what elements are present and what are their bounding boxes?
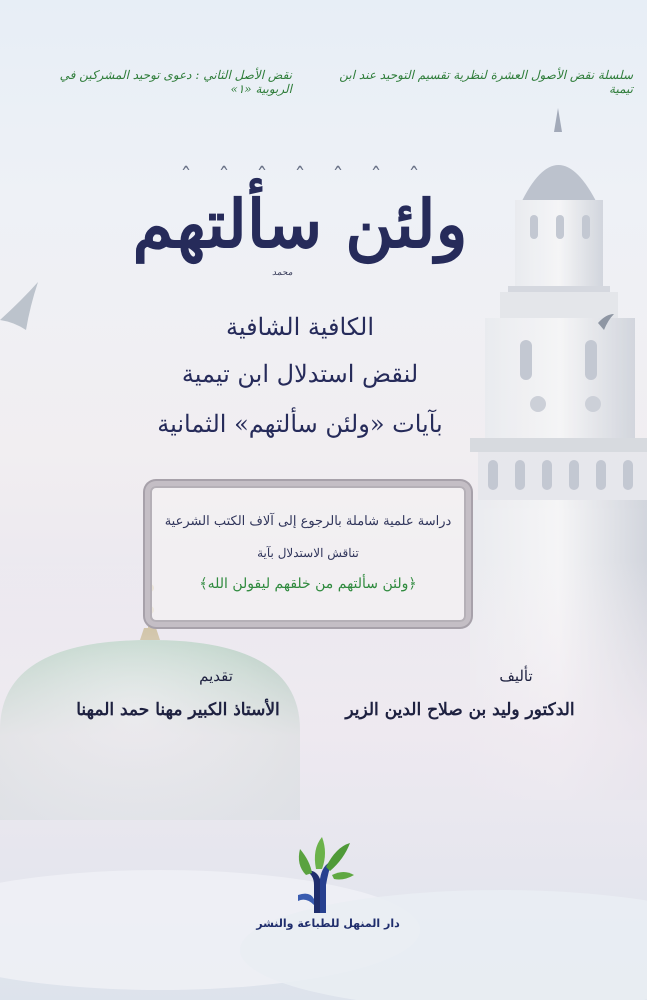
subtitle-line-1: الكافية الشافية [225,313,375,341]
presenter-name: الأستاذ الكبير مهنا حمد المهنا [76,700,280,720]
bird-left [0,282,38,330]
subtitle-line-3: بآيات «ولئن سألتهم» الثمانية [157,410,443,438]
book-title: ولئن سألتهم [132,185,468,263]
description-frame [150,486,466,622]
publisher-name: دار المنهل للطباعة والنشر [256,917,400,930]
author-label: تأليف [499,667,533,685]
subtitle-line-2: لنقض استدلال ابن تيمية [181,360,419,388]
presenter-label: تقديم [199,667,233,685]
series-title: سلسلة نقض الأصول العشرة لنظرية تقسيم التوحيد عند ابن تيمية [339,68,633,96]
description-line-1: دراسة علمية شاملة بالرجوع إلى آلاف الكتب الشرعية [164,514,452,529]
title-ornament: ˆ ˆ ˆ ˆ ˆ ˆ ˆ [180,165,430,190]
publisher-logo-icon [292,835,356,915]
author-name: الدكتور وليد بن صلاح الدين الزير [345,700,575,720]
quranic-verse: ﴿ولئن سألتهم من خلقهم ليقولن الله﴾ [199,576,417,592]
calligrapher-signature: محمد [272,268,293,278]
series-part-title: نقض الأصل الثاني : دعوى توحيد المشركين في الربوبية «١» [59,68,292,96]
description-line-2: تناقش الاستدلال بآية [257,546,359,560]
